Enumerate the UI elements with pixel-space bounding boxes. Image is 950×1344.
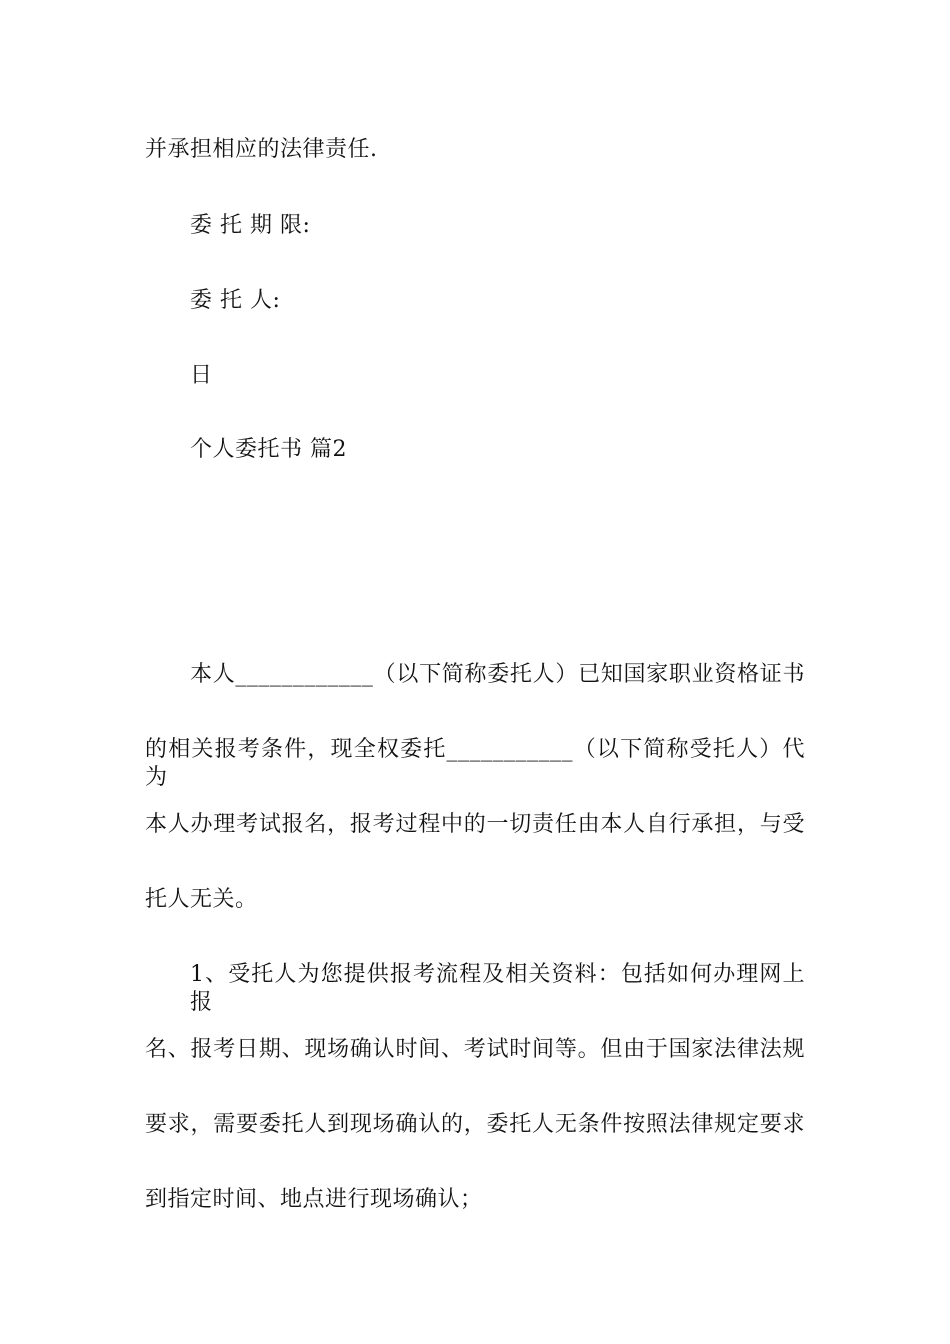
paragraph-line-2: 的相关报考条件，现全权委托___________（以下简称受托人）代为 [145,737,805,790]
text-line-entruster: 委 托 人: [190,288,281,313]
text-line-date: 日 [190,363,213,388]
item-1-line-1: 1、受托人为您提供报考流程及相关资料：包括如何办理网上报 [190,962,805,1015]
item-1-line-4: 到指定时间、地点进行现场确认； [145,1187,483,1212]
text-line-legal-responsibility: 并承担相应的法律责任. [145,137,378,162]
item-1-line-3: 要求，需要委托人到现场确认的，委托人无条件按照法律规定要求 [145,1112,805,1137]
item-1-line-2: 名、报考日期、现场确认时间、考试时间等。但由于国家法律法规 [145,1037,805,1062]
paragraph-line-3: 本人办理考试报名，报考过程中的一切责任由本人自行承担，与受 [145,812,805,837]
text-line-entrust-period: 委 托 期 限: [190,213,311,238]
paragraph-line-1: 本人____________（以下简称委托人）已知国家职业资格证书 [190,662,805,687]
section-heading-part-2: 个人委托书 篇2 [190,437,347,462]
paragraph-line-4: 托人无关。 [145,887,258,912]
